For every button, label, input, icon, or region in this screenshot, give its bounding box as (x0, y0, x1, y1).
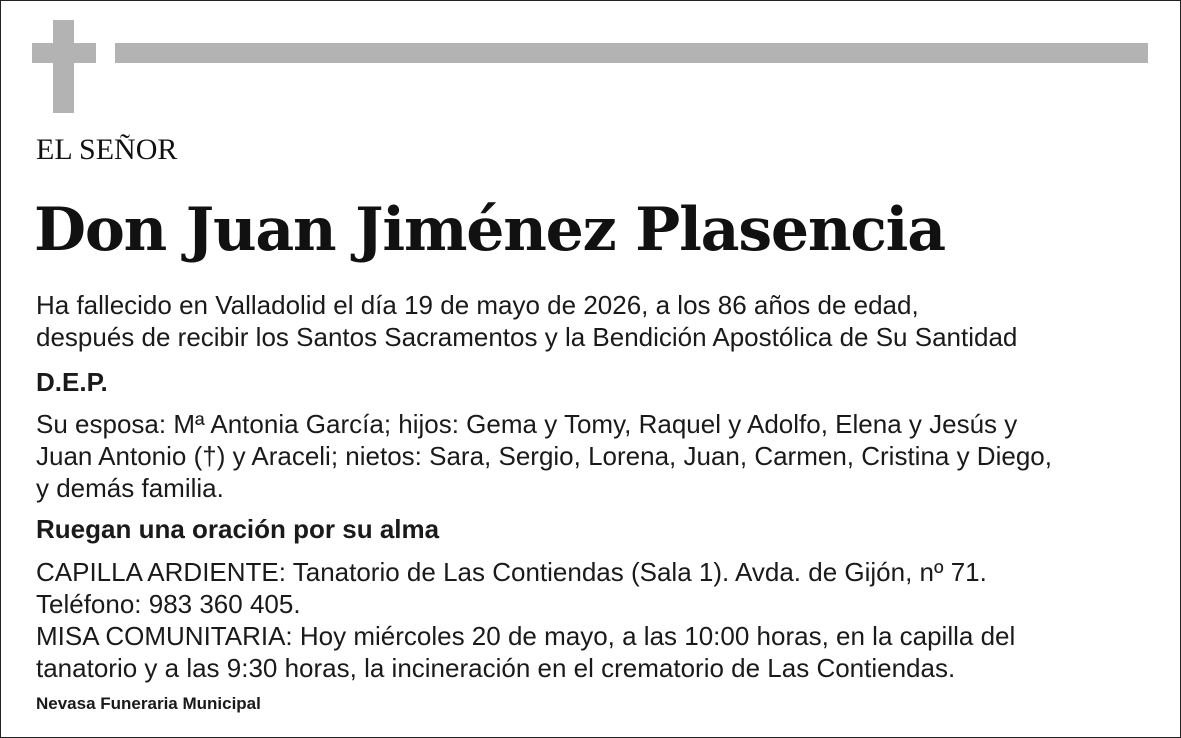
family-line-2: Juan Antonio (†) y Araceli; nietos: Sara, Sergio, Lorena, Juan, Carmen, Cristina y Diego, (36, 441, 1052, 471)
service-line-2: Teléfono: 983 360 405. (36, 589, 301, 619)
funeral-home: Nevasa Funeraria Municipal (36, 694, 261, 713)
service-line-4: tanatorio y a las 9:30 horas, la incineración en el crematorio de Las Contiendas. (36, 653, 956, 683)
service-line-3: MISA COMUNITARIA: Hoy miércoles 20 de mayo, a las 10:00 horas, en la capilla del (36, 621, 1016, 651)
death-line-2: después de recibir los Santos Sacramentos y la Bendición Apostólica de Su Santidad (36, 322, 1018, 352)
death-line-1: Ha fallecido en Valladolid el día 19 de mayo de 2026, a los 86 años de edad, (36, 290, 919, 320)
family-line-3: y demás familia. (36, 473, 224, 503)
rip-label: D.E.P. (36, 367, 108, 397)
prayer-request: Ruegan una oración por su alma (36, 514, 440, 544)
deceased-name: Don Juan Jiménez Plasencia (34, 195, 945, 265)
family-line-1: Su esposa: Mª Antonia García; hijos: Gema y Tomy, Raquel y Adolfo, Elena y Jesús y (36, 409, 1018, 439)
service-line-1: CAPILLA ARDIENTE: Tanatorio de Las Contiendas (Sala 1). Avda. de Gijón, nº 71. (36, 557, 987, 587)
honorific: EL SEÑOR (36, 133, 178, 166)
decorative-header-bar (115, 43, 1148, 63)
